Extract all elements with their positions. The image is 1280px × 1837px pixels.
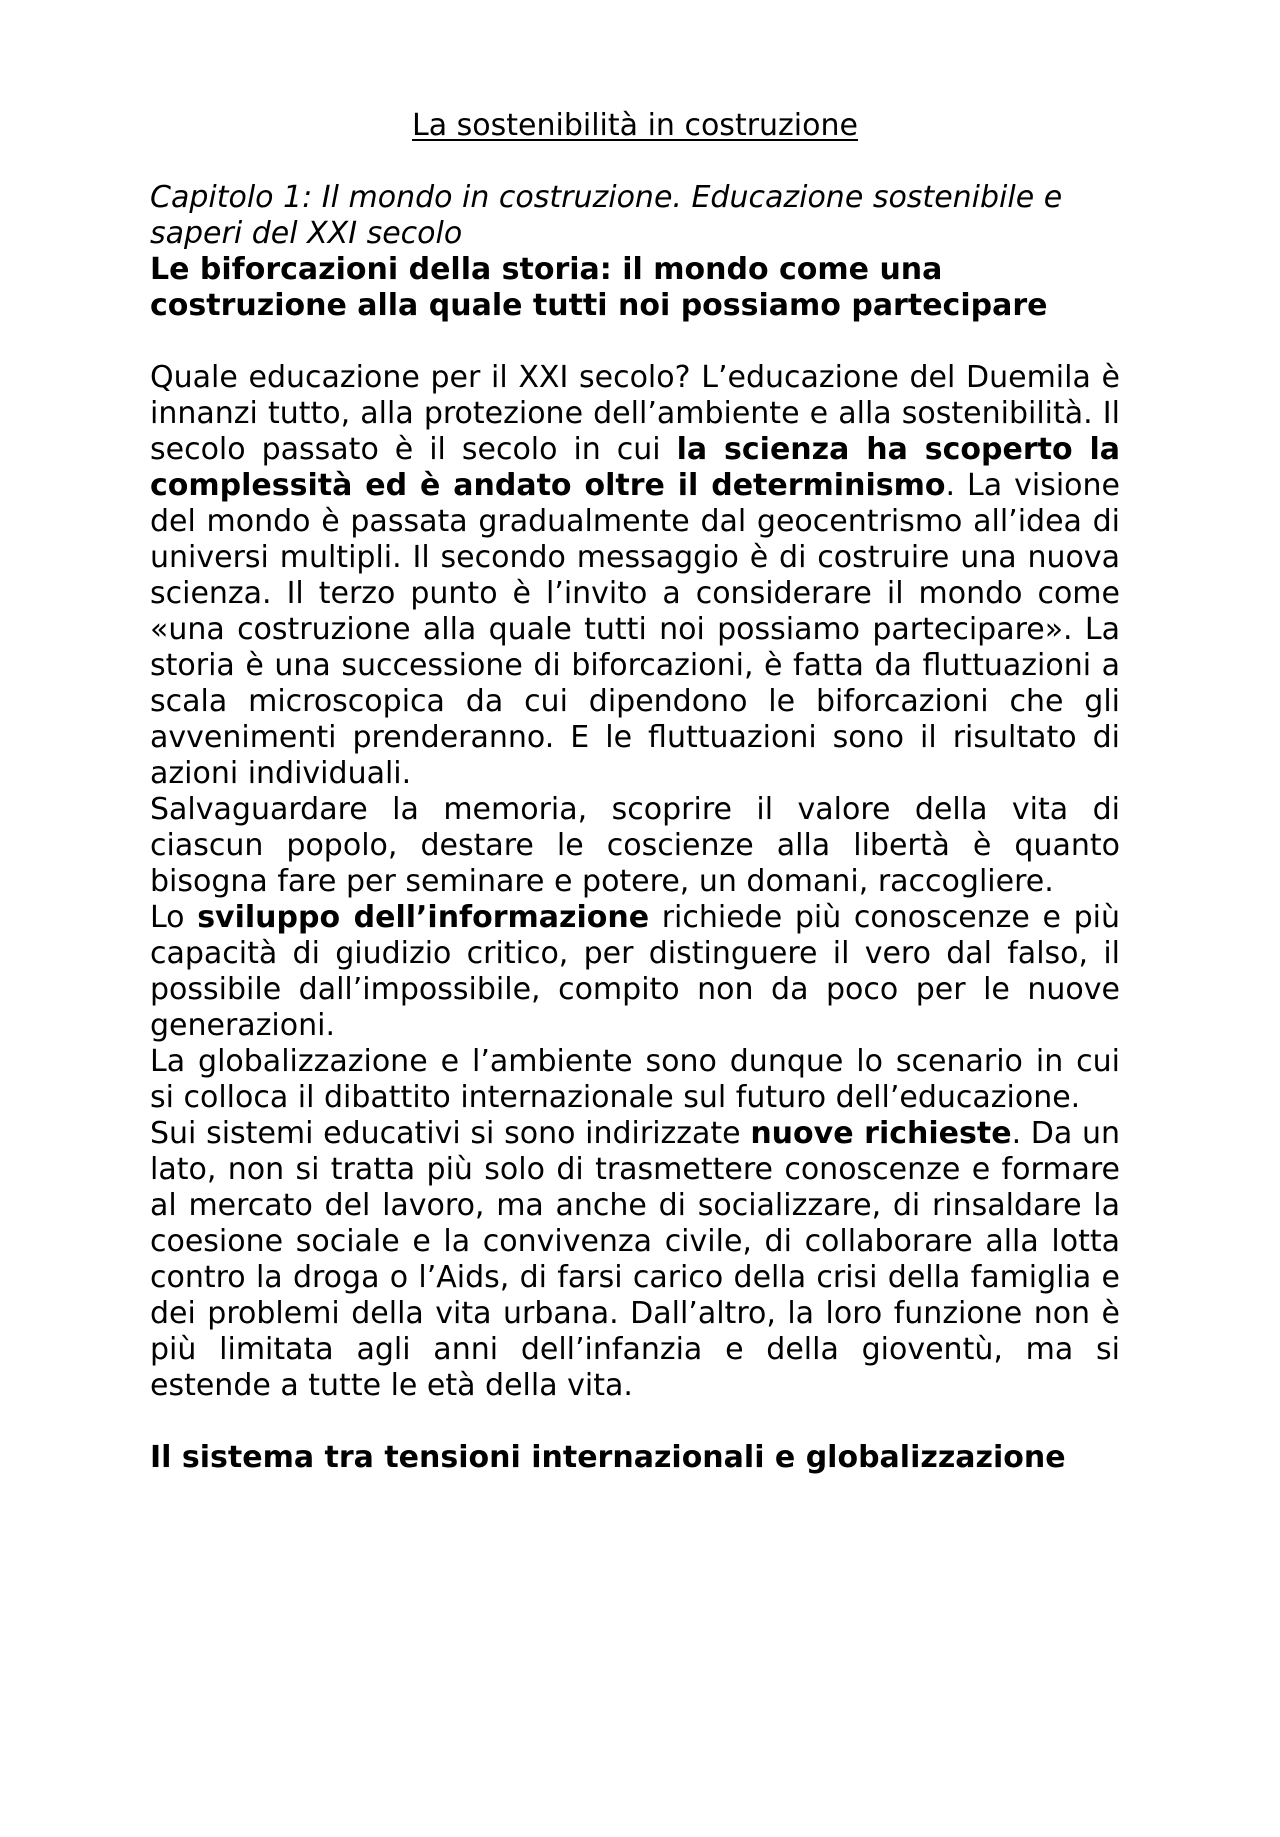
paragraph-3-text-c: richiede più conoscenze e più capacità di giudizio critico, per distinguere il vero dal falso, il possibile dall’impossibile, compito non da poco per le nuove generazioni. — [150, 900, 1120, 1043]
paragraph-5-bold: nuove richieste — [750, 1116, 1012, 1151]
paragraph-3 — [150, 900, 1120, 1044]
section-heading: Le biforcazioni della storia: il mondo come una costruzione alla quale tutti noi possiamo partecipare — [150, 252, 1048, 323]
paragraph-1 — [150, 360, 1120, 792]
paragraph-4: La globalizzazione e l’ambiente sono dunque lo scenario in cui si colloca il dibattito internazionale sul futuro dell’educazione. — [150, 1044, 1120, 1115]
paragraph-5-text-a: Sui sistemi educativi si sono indirizzate — [150, 1116, 751, 1151]
section-heading-2: Il sistema tra tensioni internazionali e globalizzazione — [150, 1440, 1066, 1475]
paragraph-1-text-a: Quale educazione per il XXI secolo? L’educazione del Duemila è innanzi tutto, alla protezione dell’ambiente e alla sostenibilità. Il secolo passato è il secolo in cui — [150, 360, 1120, 467]
paragraph-5-text-c: . Da un lato, non si tratta più solo di trasmettere conoscenze e formare al mercato del lavoro, ma anche di socializzare, di rinsaldare la coesione sociale e la convivenza civile, di collaborare alla lotta contro la droga o l’Aids, di farsi carico della crisi della famiglia e dei problemi della vita urbana. Dall’altro, la loro funzione non è più limitata agli anni dell’infanzia e della gioventù, ma si estende a tutte le età della vita. — [150, 1116, 1120, 1403]
paragraph-1-bold: la scienza ha scoperto la complessità ed è andato oltre il determinismo — [150, 432, 1120, 503]
document-title: La sostenibilità in costruzione — [412, 108, 858, 143]
spacer — [150, 324, 1120, 360]
paragraph-3-text-a: Lo — [150, 900, 198, 935]
paragraph-2: Salvaguardare la memoria, scoprire il valore della vita di ciascun popolo, destare le coscienze alla libertà è quanto bisogna fare per seminare e potere, un domani, raccogliere. — [150, 792, 1120, 899]
chapter-title: Capitolo 1: Il mondo in costruzione. Educazione sostenibile e saperi del XXI secolo — [150, 180, 1063, 251]
document-page — [150, 108, 1120, 1476]
paragraph-1-text-c: . La visione del mondo è passata gradualmente dal geocentrismo all’idea di universi multipli. Il secondo messaggio è di costruire una nuova scienza. Il terzo punto è l’invito a considerare il mondo come «una costruzione alla quale tutti noi possiamo partecipare». La storia è una successione di biforcazioni, è fatta da fluttuazioni a scala microscopica da cui dipendono le biforcazioni che gli avvenimenti prenderanno. E le fluttuazioni sono il risultato di azioni individuali. — [150, 468, 1120, 791]
paragraph-3-bold: sviluppo dell’informazione — [197, 900, 650, 935]
paragraph-5 — [150, 1116, 1120, 1404]
